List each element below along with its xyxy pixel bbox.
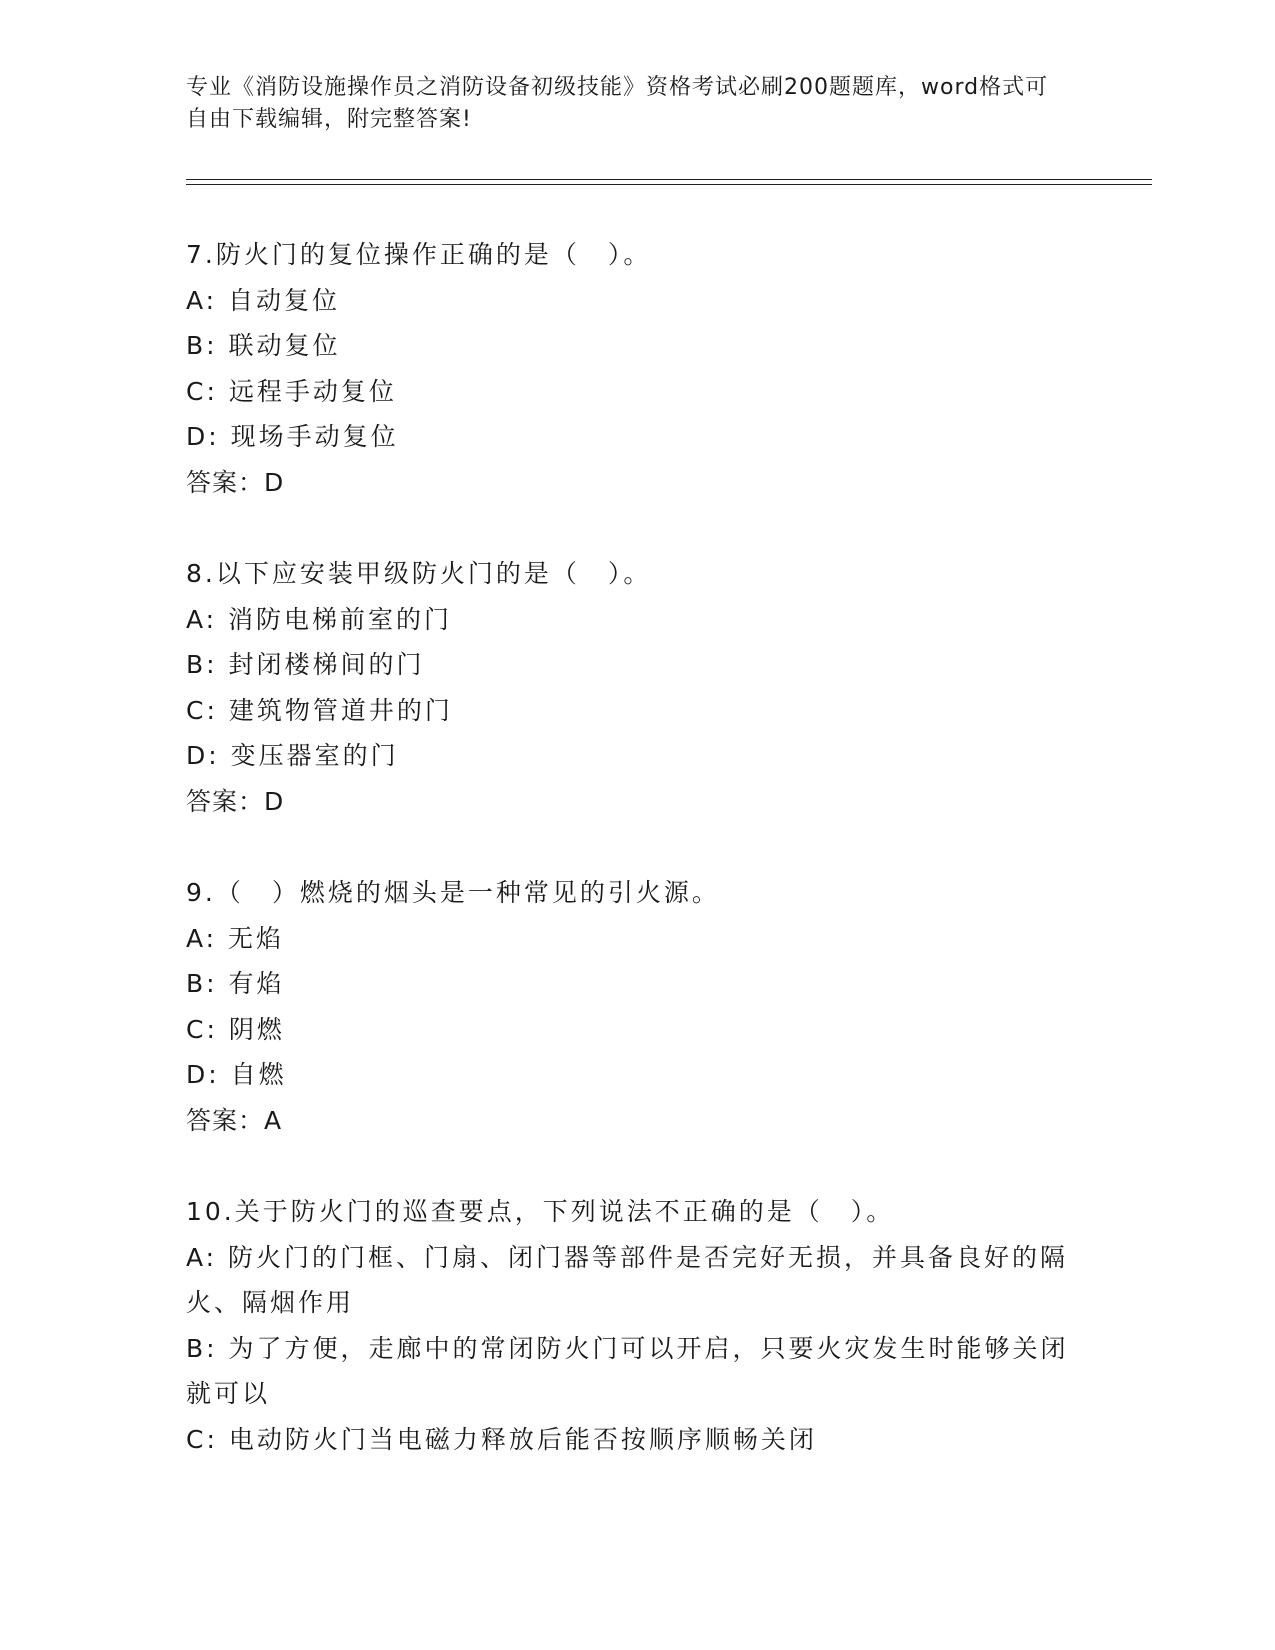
option-c: C: 阴燃 [186, 1014, 285, 1044]
option-a: A: 防火门的门框、门扇、闭门器等部件是否完好无损，并具备良好的隔火、隔烟作用 [186, 1242, 1069, 1317]
header-divider-bottom [186, 184, 1152, 185]
question-10 [186, 1189, 1076, 1462]
option-d: D: 自燃 [186, 1060, 287, 1089]
option-c: C: 电动防火门当电磁力释放后能否按顺序顺畅关闭 [186, 1424, 817, 1454]
question-9 [186, 870, 1076, 1143]
question-7 [186, 232, 1076, 505]
question-stem: 9.（ ）燃烧的烟头是一种常见的引火源。 [186, 878, 720, 907]
option-a: A: 无焰 [186, 923, 285, 953]
question-stem: 8.以下应安装甲级防火门的是（ ）。 [186, 559, 652, 588]
option-b: B: 联动复位 [186, 331, 341, 360]
option-c: C: 远程手动复位 [186, 376, 397, 406]
option-d: D: 现场手动复位 [186, 422, 399, 451]
option-b: B: 为了方便，走廊中的常闭防火门可以开启，只要火灾发生时能够关闭就可以 [186, 1333, 1069, 1408]
option-a: A: 消防电梯前室的门 [186, 604, 453, 634]
option-b: B: 封闭楼梯间的门 [186, 650, 425, 679]
answer: 答案：A [186, 1105, 283, 1135]
option-a: A: 自动复位 [186, 285, 341, 315]
document-header: 专业《消防设施操作员之消防设备初级技能》资格考试必刷200题题库，word格式可自由下载编辑，附完整答案! [186, 75, 1049, 132]
answer: 答案：D [186, 467, 285, 497]
option-c: C: 建筑物管道井的门 [186, 695, 453, 725]
option-d: D: 变压器室的门 [186, 741, 399, 770]
option-b: B: 有焰 [186, 969, 285, 998]
question-8 [186, 551, 1076, 824]
answer: 答案：D [186, 786, 285, 816]
header-divider-top [186, 179, 1152, 180]
question-stem: 10.关于防火门的巡查要点，下列说法不正确的是（ ）。 [186, 1197, 895, 1226]
question-stem: 7.防火门的复位操作正确的是（ ）。 [186, 240, 652, 269]
